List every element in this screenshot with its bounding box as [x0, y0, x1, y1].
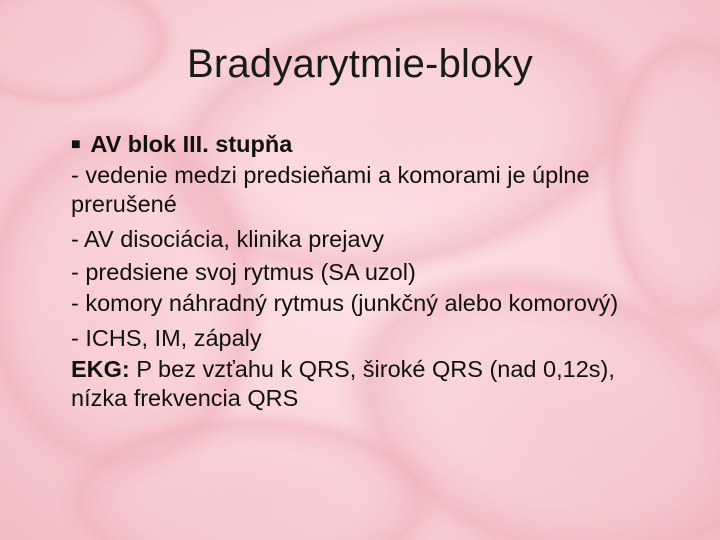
list-item: - AV disociácia, klinika prejavy	[71, 226, 385, 252]
slide-body	[71, 128, 671, 417]
ekg-text: P bez vzťahu k QRS, široké QRS (nad 0,12s), nízka frekvencia QRS	[71, 356, 615, 411]
list-item: - komory náhradný rytmus (junkčný alebo komorový)	[71, 290, 619, 316]
ekg-label: EKG:	[71, 356, 130, 382]
slide-title: Bradyarytmie-bloky	[187, 42, 533, 86]
list-item: - ICHS, IM, zápaly	[71, 325, 262, 351]
heading-text: AV blok III. stupňa	[90, 131, 293, 157]
list-item: - vedenie medzi predsieňami a komorami je úplne prerušené	[71, 162, 590, 217]
square-bullet-icon: ■	[71, 136, 81, 153]
list-item: - predsiene svoj rytmus (SA uzol)	[71, 259, 416, 285]
heading-line	[71, 128, 671, 161]
ekg-line	[71, 355, 671, 413]
